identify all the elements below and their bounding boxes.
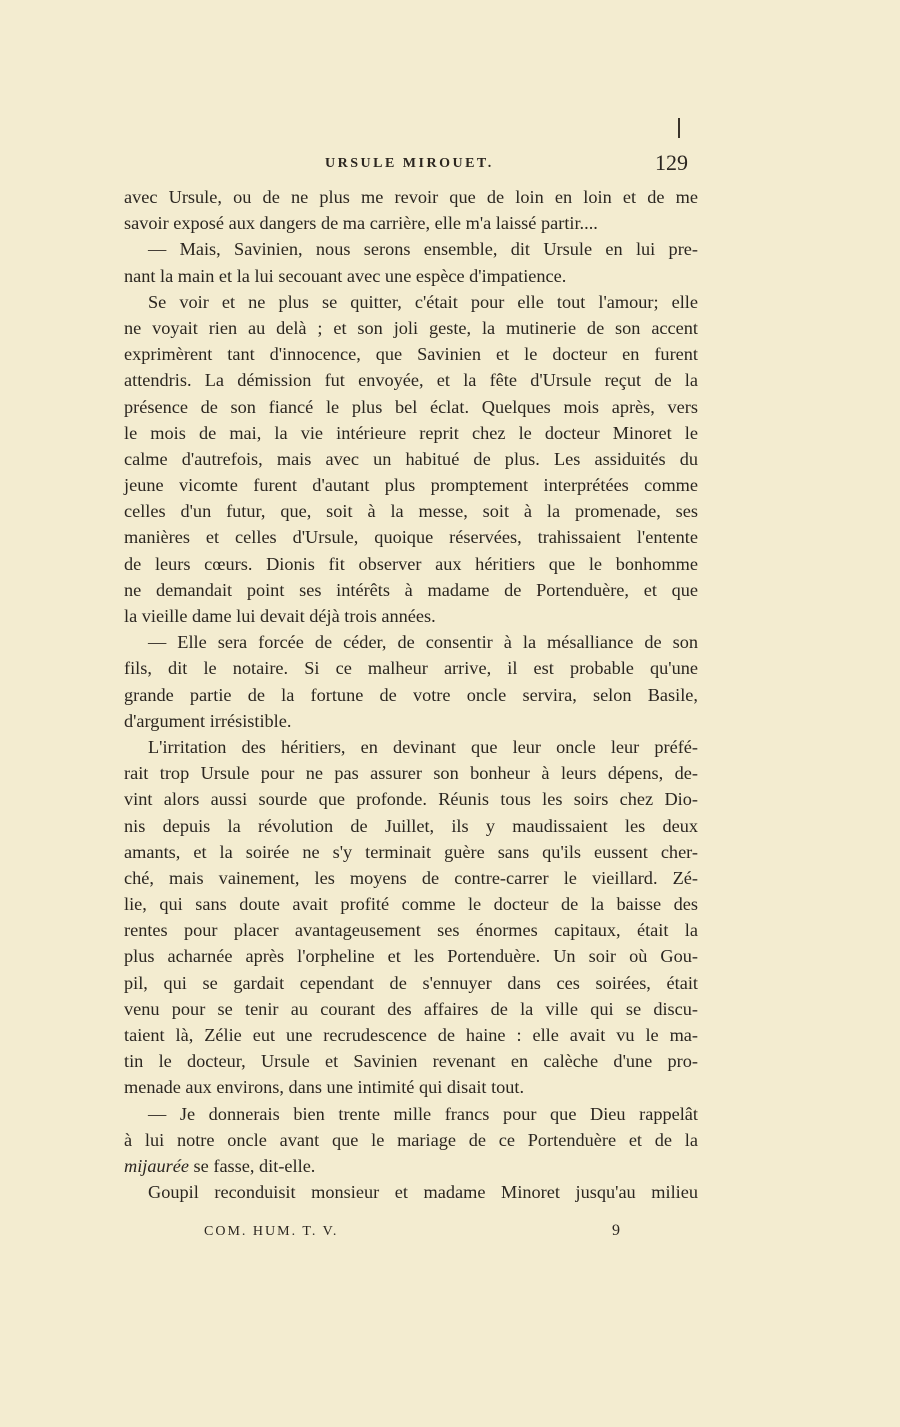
page-number: 129 (655, 150, 688, 175)
text-line: ne voyait rien au delà ; et son joli geste, la mutinerie de son accent (124, 317, 698, 338)
text-line: nant la main et la lui secouant avec une espèce d'impatience. (124, 265, 567, 286)
text-line: rait trop Ursule pour ne pas assurer son bonheur à leurs dépens, de- (124, 763, 698, 784)
text-line: pil, qui se gardait cependant de s'ennuyer dans ces soirées, était (124, 972, 698, 993)
text-line: grande partie de la fortune de votre oncle servira, selon Basile, (124, 684, 698, 705)
text-line: présence de son fiancé le plus bel éclat. Quelques mois après, vers (124, 396, 698, 417)
text-line: amants, et la soirée ne s'y terminait guère sans qu'ils eussent cher- (124, 841, 698, 862)
italic-word: mijaurée (124, 1155, 189, 1176)
text-line: Goupil reconduisit monsieur et madame Minoret jusqu'au milieu (148, 1182, 698, 1203)
running-title: URSULE MIROUET. (325, 156, 494, 171)
text-line: L'irritation des héritiers, en devinant que leur oncle leur préfé- (148, 736, 698, 757)
text-segment: se fasse, dit-elle. (188, 1155, 316, 1176)
text-line: ché, mais vainement, les moyens de contre-carrer le vieillard. Zé- (124, 867, 698, 888)
text-line: — Mais, Savinien, nous serons ensemble, dit Ursule en lui pre- (148, 239, 698, 260)
text-line: — Elle sera forcée de céder, de consentir à la mésalliance de son (148, 632, 698, 653)
text-line: exprimèrent tant d'innocence, que Savinien et le docteur en furent (124, 344, 698, 365)
text-line: taient là, Zélie eut une recrudescence de haine : elle avait vu le ma- (124, 1025, 698, 1045)
body-text (124, 184, 698, 1205)
text-line: savoir exposé aux dangers de ma carrière, elle m'a laissé partir.... (124, 213, 598, 234)
text-line: la vieille dame lui devait déjà trois années. (124, 606, 436, 626)
text-line: lie, qui sans doute avait profité comme le docteur de la baisse des (124, 894, 698, 915)
margin-mark (678, 118, 680, 138)
text-line: Se voir et ne plus se quitter, c'était pour elle tout l'amour; elle (148, 291, 698, 312)
text-line (124, 1153, 698, 1179)
text-line: rentes pour placer avantageusement ses énormes capitaux, était la (124, 920, 698, 941)
text-line: ne demandait point ses intérêts à madame de Portenduère, et que (124, 579, 698, 600)
text-line: jeune vicomte furent d'autant plus promptement interprétées comme (124, 475, 698, 496)
text-line: le mois de mai, la vie intérieure reprit chez le docteur Minoret le (124, 422, 698, 443)
text-line: nis depuis la révolution de Juillet, ils y maudissaient les deux (124, 815, 698, 836)
text-line: plus acharnée après l'orpheline et les Portenduère. Un soir où Gou- (124, 946, 698, 967)
text-line: fils, dit le notaire. Si ce malheur arrive, il est probable qu'une (124, 658, 698, 679)
text-line: de leurs cœurs. Dionis fit observer aux héritiers que le bonhomme (124, 553, 698, 574)
signature-mark: 9 (612, 1222, 620, 1239)
text-line: celles d'un futur, que, soit à la messe, soit à la promenade, ses (124, 501, 698, 522)
text-line: à lui notre oncle avant que le mariage de ce Portenduère et de la (124, 1129, 698, 1150)
text-line: d'argument irrésistible. (124, 710, 292, 731)
text-line: attendris. La démission fut envoyée, et la fête d'Ursule reçut de la (124, 370, 698, 391)
text-line: manières et celles d'Ursule, quoique réservées, trahissaient l'entente (124, 527, 698, 548)
text-line: menade aux environs, dans une intimité qui disait tout. (124, 1077, 525, 1098)
text-line: — Je donnerais bien trente mille francs pour que Dieu rappelât (148, 1103, 698, 1124)
text-line: vint alors aussi sourde que profonde. Réunis tous les soirs chez Dio- (124, 789, 698, 810)
text-line: avec Ursule, ou de ne plus me revoir que de loin en loin et de me (124, 187, 698, 207)
text-line: venu pour se tenir au courant des affaires de la ville qui se discu- (124, 998, 698, 1019)
text-line: tin le docteur, Ursule et Savinien revenant en calèche d'une pro- (124, 1051, 698, 1072)
signature-line: COM. HUM. T. V. (204, 1224, 339, 1239)
text-line: calme d'autrefois, mais avec un habitué de plus. Les assiduités du (124, 448, 698, 469)
